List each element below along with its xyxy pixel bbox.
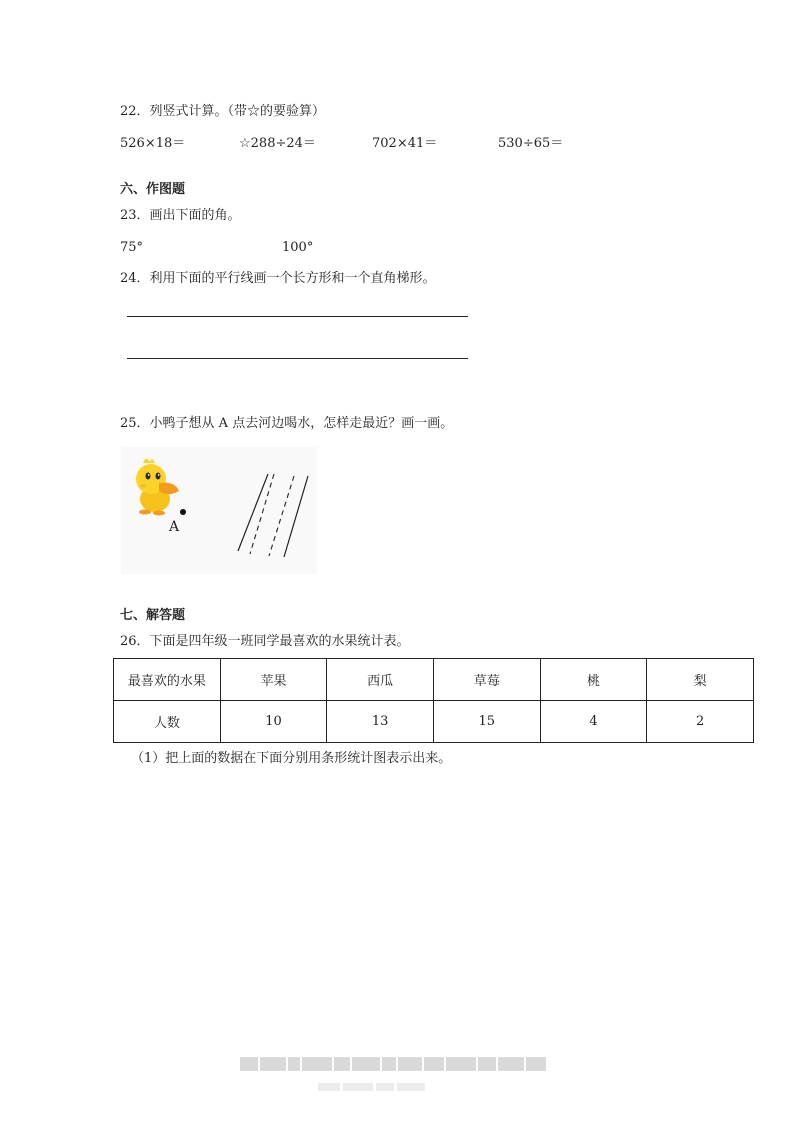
table-header-cell: 桃	[540, 659, 647, 701]
q23-angle-100: 100°	[282, 240, 314, 255]
point-a-dot	[180, 509, 186, 515]
blurred-footer	[240, 1056, 556, 1070]
table-header-cell: 草莓	[433, 659, 540, 701]
table-header-cell: 西瓜	[327, 659, 434, 701]
q26-title: 26．下面是四年级一班同学最喜欢的水果统计表。	[120, 634, 410, 649]
parallel-line-bottom	[127, 358, 468, 359]
table-header-cell: 苹果	[220, 659, 327, 701]
q23-angle-75: 75°	[120, 240, 144, 255]
blurred-footer-sub	[318, 1076, 458, 1084]
q25-title: 25．小鸭子想从 A 点去河边喝水，怎样走最近？画一画。	[120, 416, 454, 431]
q23-title: 23．画出下面的角。	[120, 208, 241, 223]
q22-item-4: 530÷65＝	[498, 136, 564, 151]
table-header-cell: 最喜欢的水果	[114, 659, 221, 701]
table-cell: 13	[327, 701, 434, 743]
duck-river-svg	[121, 447, 317, 574]
table-cell: 15	[433, 701, 540, 743]
q22-title: 22．列竖式计算。（带☆的要验算）	[120, 104, 326, 119]
section-7-heading: 七、解答题	[120, 608, 186, 623]
point-a-label: A	[169, 519, 180, 535]
table-row	[114, 659, 754, 701]
q22-item-1: 526×18＝	[120, 136, 186, 151]
q22-item-2: ☆288÷24＝	[239, 136, 316, 151]
q26-sub1: （1）把上面的数据在下面分别用条形统计图表示出来。	[131, 751, 452, 766]
section-6-heading: 六、作图题	[120, 182, 186, 197]
table-header-cell: 梨	[647, 659, 754, 701]
parallel-line-top	[127, 316, 468, 317]
duck-icon	[136, 459, 179, 516]
q24-title: 24．利用下面的平行线画一个长方形和一个直角梯形。	[120, 271, 436, 286]
table-cell: 4	[540, 701, 647, 743]
q22-item-3: 702×41＝	[372, 136, 438, 151]
table-row	[114, 701, 754, 743]
duck-river-figure	[121, 447, 317, 574]
table-cell: 2	[647, 701, 754, 743]
fruit-table	[113, 658, 754, 743]
table-cell: 10	[220, 701, 327, 743]
table-cell: 人数	[114, 701, 221, 743]
